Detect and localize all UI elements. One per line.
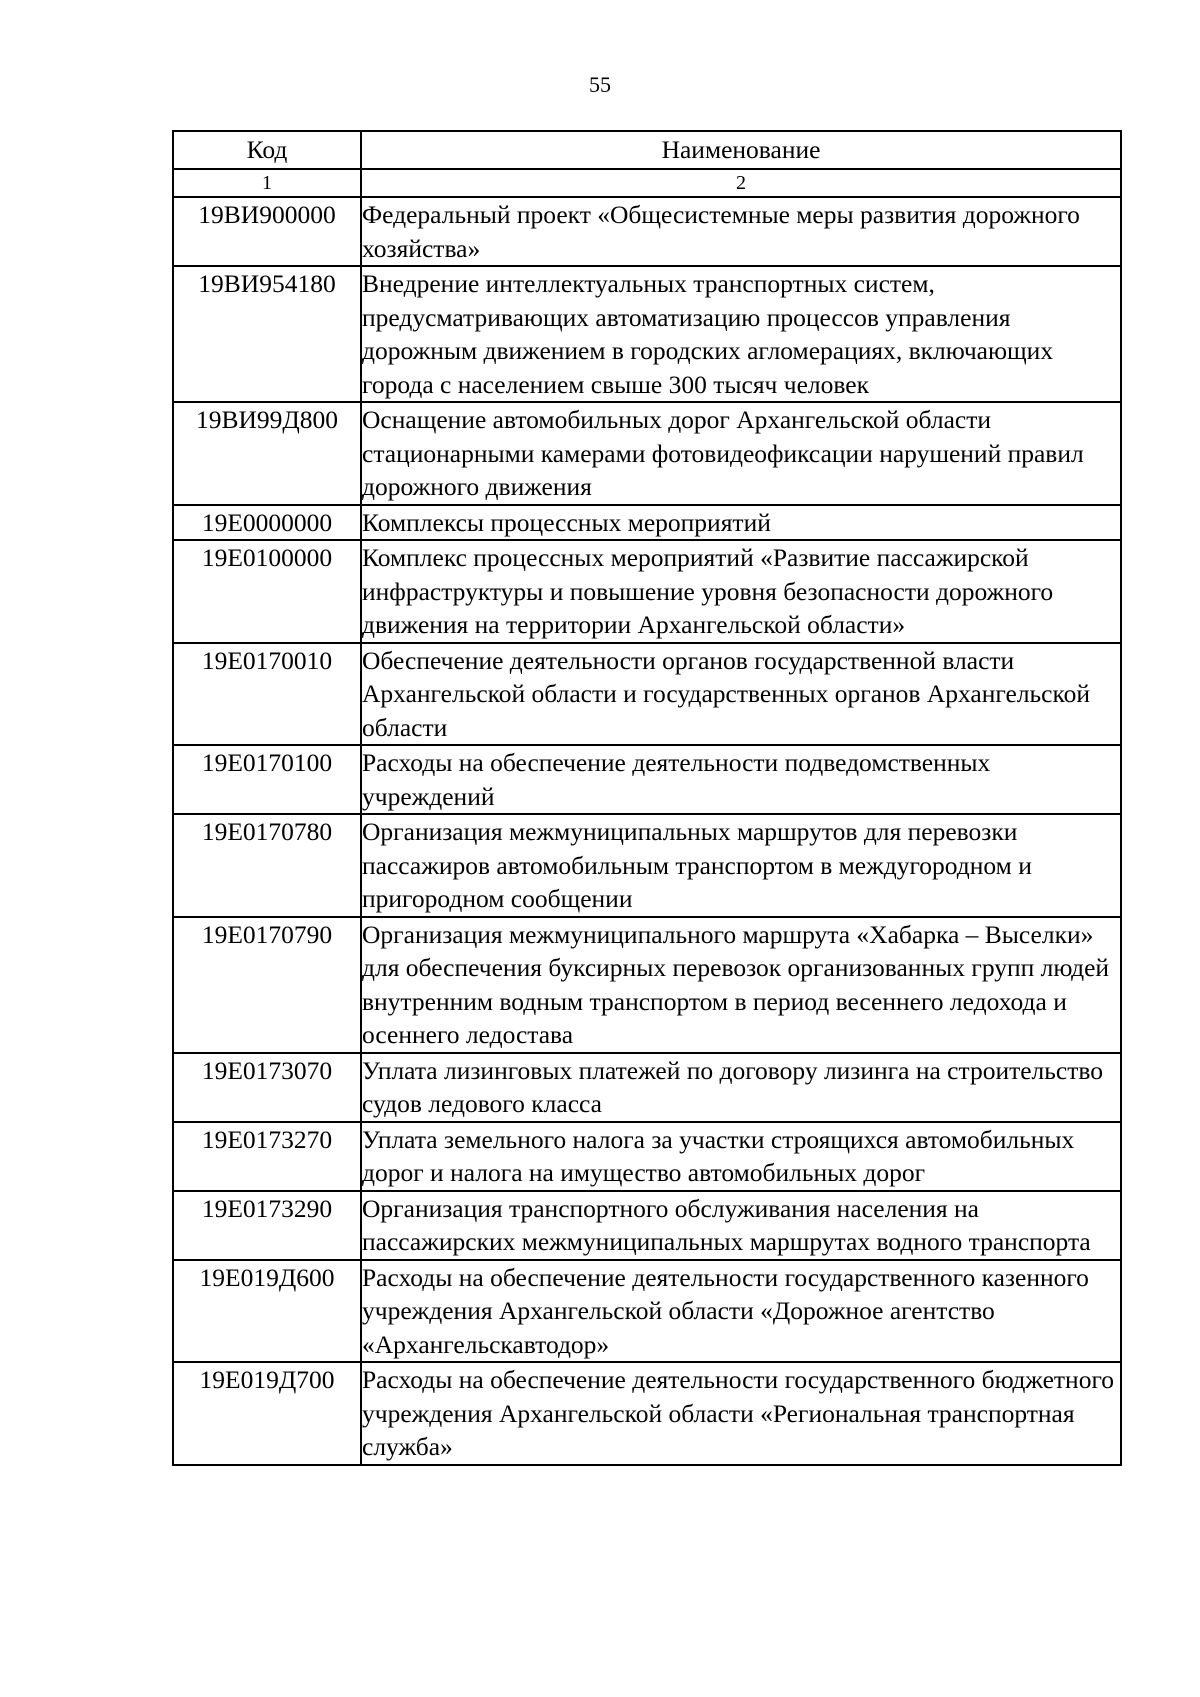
row-name: Уплата лизинговых платежей по договору лизинга на строительство судов ледового класса <box>361 1053 1121 1122</box>
row-code: 19Е019Д700 <box>173 1362 361 1465</box>
row-code: 19Е0170780 <box>173 814 361 917</box>
row-code: 19Е0170010 <box>173 643 361 746</box>
row-code: 19Е0173290 <box>173 1191 361 1260</box>
row-code: 19Е0173070 <box>173 1053 361 1122</box>
table-row <box>173 814 1121 917</box>
row-name: Расходы на обеспечение деятельности государственного бюджетного учреждения Архангельской области «Региональная транспортная служба» <box>361 1362 1121 1465</box>
row-name: Комплекс процессных мероприятий «Развитие пассажирской инфраструктуры и повышение уровня безопасности дорожного движения на территории Архангельской области» <box>361 540 1121 643</box>
table-row <box>173 540 1121 643</box>
row-name: Организация межмуниципальных маршрутов для перевозки пассажиров автомобильным транспортом в междугородном и пригородном сообщении <box>361 814 1121 917</box>
table-row <box>173 1191 1121 1260</box>
row-code: 19ВИ900000 <box>173 197 361 266</box>
table-row <box>173 1260 1121 1363</box>
row-code: 19Е019Д600 <box>173 1260 361 1363</box>
row-name: Обеспечение деятельности органов государственной власти Архангельской области и государственных органов Архангельской области <box>361 643 1121 746</box>
budget-codes-table <box>172 130 1122 1466</box>
table-row <box>173 505 1121 541</box>
table-row <box>173 402 1121 505</box>
row-name: Организация транспортного обслуживания населения на пассажирских межмуниципальных маршрутах водного транспорта <box>361 1191 1121 1260</box>
column-number-name: 2 <box>361 169 1121 197</box>
column-number-code: 1 <box>173 169 361 197</box>
row-name: Организация межмуниципального маршрута «Хабарка – Выселки» для обеспечения буксирных перевозок организованных групп людей внутренним водным транспортом в период весеннего ледохода и осеннего ледостава <box>361 917 1121 1053</box>
table-row <box>173 266 1121 402</box>
column-header-name: Наименование <box>361 131 1121 169</box>
table-row <box>173 1053 1121 1122</box>
row-code: 19Е0170100 <box>173 745 361 814</box>
table-row <box>173 917 1121 1053</box>
table-row <box>173 1362 1121 1465</box>
column-number-row <box>173 169 1121 197</box>
row-code: 19ВИ99Д800 <box>173 402 361 505</box>
page-number: 55 <box>589 72 611 97</box>
row-code: 19Е0170790 <box>173 917 361 1053</box>
table-header-row <box>173 131 1121 169</box>
row-code: 19Е0173270 <box>173 1122 361 1191</box>
row-code: 19Е0000000 <box>173 505 361 541</box>
table-row <box>173 1122 1121 1191</box>
column-header-code: Код <box>173 131 361 169</box>
row-name: Уплата земельного налога за участки строящихся автомобильных дорог и налога на имущество автомобильных дорог <box>361 1122 1121 1191</box>
table-row <box>173 643 1121 746</box>
row-name: Расходы на обеспечение деятельности подведомственных учреждений <box>361 745 1121 814</box>
row-name: Комплексы процессных мероприятий <box>361 505 1121 541</box>
row-name: Федеральный проект «Общесистемные меры развития дорожного хозяйства» <box>361 197 1121 266</box>
row-code: 19Е0100000 <box>173 540 361 643</box>
row-name: Расходы на обеспечение деятельности государственного казенного учреждения Архангельской области «Дорожное агентство «Архангельскавтодор» <box>361 1260 1121 1363</box>
row-name: Внедрение интеллектуальных транспортных систем, предусматривающих автоматизацию процессов управления дорожным движением в городских агломерациях, включающих города с населением свыше 300 тысяч человек <box>361 266 1121 402</box>
table-row <box>173 197 1121 266</box>
table-row <box>173 745 1121 814</box>
row-name: Оснащение автомобильных дорог Архангельской области стационарными камерами фотовидеофиксации нарушений правил дорожного движения <box>361 402 1121 505</box>
row-code: 19ВИ954180 <box>173 266 361 402</box>
